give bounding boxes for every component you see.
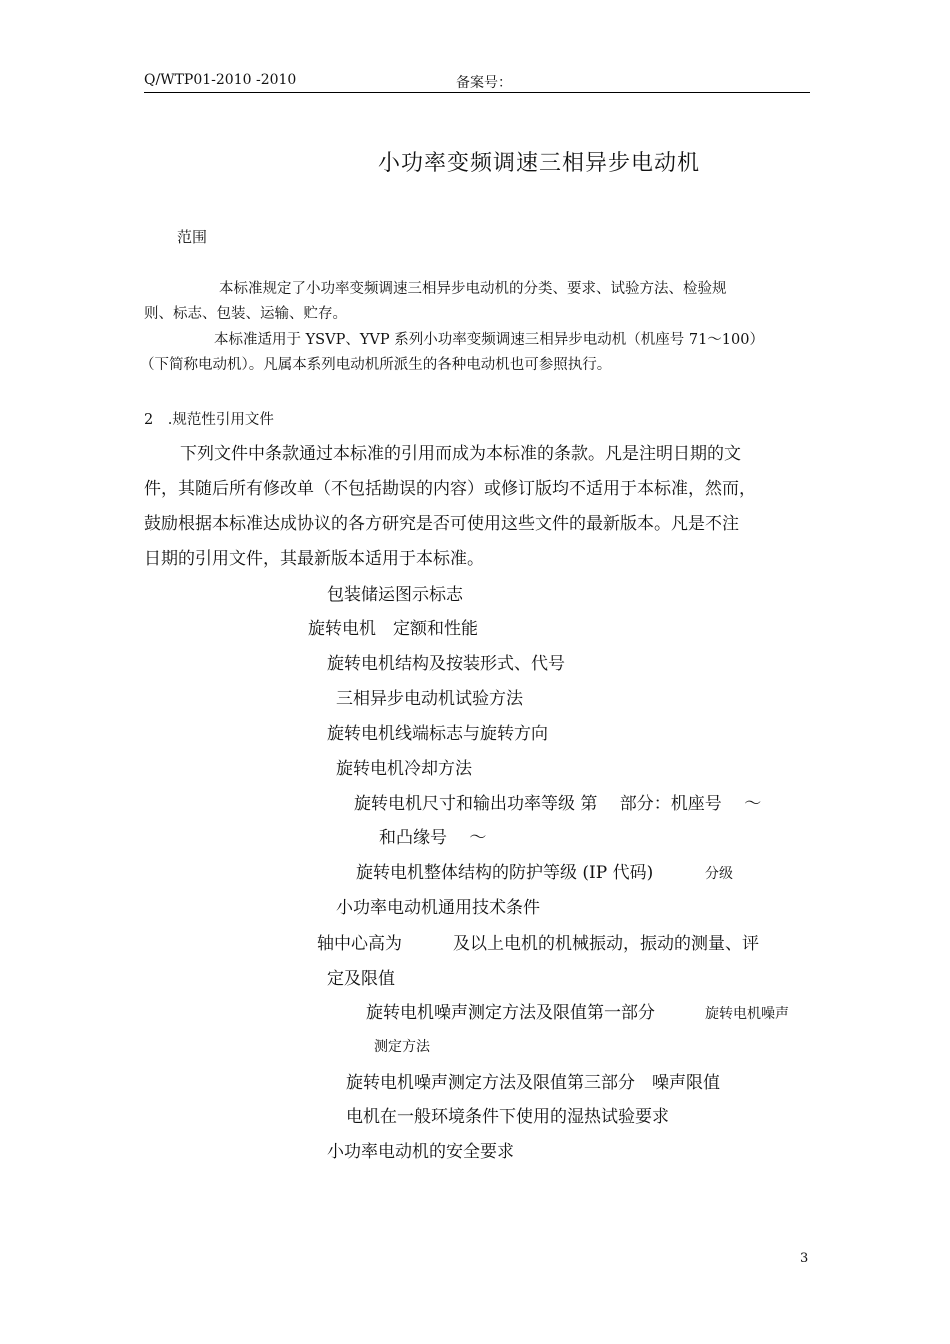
reference-item-2: 旋转电机 定额和性能	[308, 619, 478, 639]
references-intro-line-3: 鼓励根据本标准达成协议的各方研究是否可使用这些文件的最新版本。凡是不注	[144, 514, 739, 534]
document-title: 小功率变频调速三相异步电动机	[378, 151, 701, 176]
reference-item-3: 旋转电机结构及按装形式、代号	[327, 654, 565, 674]
reference-item-10-line-2: 定及限值	[327, 969, 395, 989]
header-filing-label: 备案号：	[456, 75, 512, 91]
references-intro-line-1: 下列文件中条款通过本标准的引用而成为本标准的条款。凡是注明日期的文	[180, 444, 741, 464]
reference-item-7-line-1: 旋转电机尺寸和输出功率等级 第 部分：机座号 ～	[354, 794, 762, 814]
header-doc-code: Q/WTP01-2010 -2010	[144, 72, 297, 88]
reference-item-7-line-2: 和凸缘号 ～	[379, 828, 487, 848]
reference-item-8: 旋转电机整体结构的防护等级 (IP 代码)	[356, 863, 654, 883]
scope-paragraph-2-line-2: （下简称电动机）。凡属本系列电动机所派生的各种电动机也可参照执行。	[140, 357, 612, 373]
reference-item-5: 旋转电机线端标志与旋转方向	[327, 724, 548, 744]
header-divider	[144, 92, 810, 93]
scope-paragraph-2-line-1: 本标准适用于 YSVP、YVP 系列小功率变频调速三相异步电动机（机座号 71～100）	[214, 332, 764, 348]
reference-item-13: 电机在一般环境条件下使用的湿热试验要求	[346, 1107, 669, 1127]
scope-paragraph-1-line-1: 本标准规定了小功率变频调速三相异步电动机的分类、要求、试验方法、检验规	[219, 281, 727, 297]
page-number: 3	[800, 1251, 809, 1266]
reference-item-8-suffix: 分级	[705, 866, 733, 882]
reference-item-11-line-2: 测定方法	[374, 1039, 430, 1055]
reference-item-10-line-1: 轴中心高为 及以上电机的机械振动，振动的测量、评	[317, 934, 759, 954]
reference-item-14: 小功率电动机的安全要求	[327, 1142, 514, 1162]
reference-item-4: 三相异步电动机试验方法	[336, 689, 523, 709]
reference-item-12: 旋转电机噪声测定方法及限值第三部分 噪声限值	[346, 1073, 720, 1093]
reference-item-11-line-1: 旋转电机噪声测定方法及限值第一部分	[366, 1003, 655, 1023]
scope-paragraph-1-line-2: 则、标志、包装、运输、贮存。	[144, 306, 347, 322]
references-intro-line-2: 件，其随后所有修改单（不包括勘误的内容）或修订版均不适用于本标准，然而，	[144, 479, 756, 499]
reference-item-11-suffix: 旋转电机噪声	[705, 1006, 789, 1022]
reference-item-1: 包装储运图示标志	[327, 585, 463, 605]
section-normative-references-heading: 2 .规范性引用文件	[144, 412, 274, 428]
reference-item-6: 旋转电机冷却方法	[336, 759, 472, 779]
section-scope-heading: 范围	[177, 228, 208, 246]
reference-item-9: 小功率电动机通用技术条件	[336, 898, 540, 918]
references-intro-line-4: 日期的引用文件，其最新版本适用于本标准。	[144, 549, 484, 569]
